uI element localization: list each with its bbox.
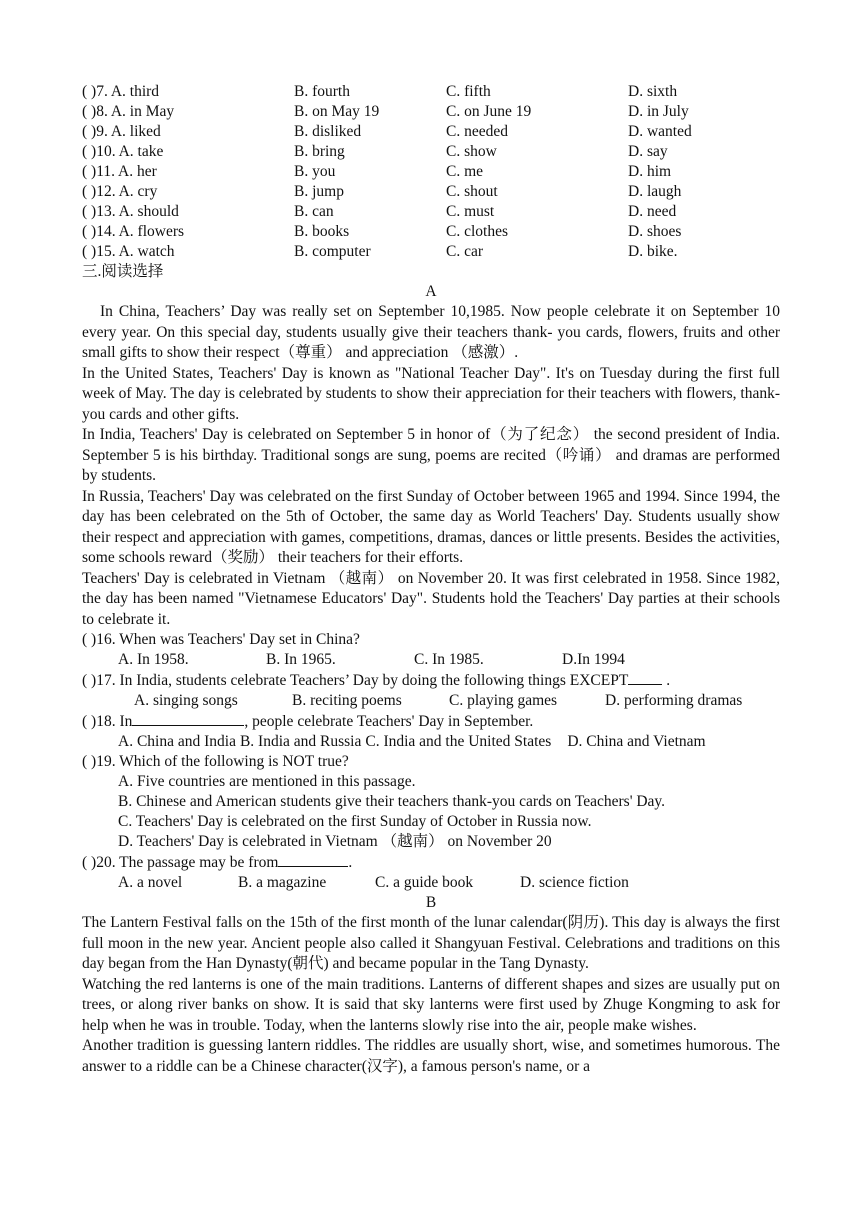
- cloze-row-15: [82, 242, 780, 262]
- question-19-stem: ( )19. Which of the following is NOT true?: [82, 753, 349, 770]
- question-17-options: [82, 691, 780, 711]
- cloze-option-a: ( )9. A. liked: [82, 123, 161, 140]
- question-18-options: [82, 732, 780, 752]
- cloze-option-c: C. needed: [446, 123, 508, 140]
- cloze-option-d: D. in July: [628, 103, 689, 120]
- cloze-option-c: C. me: [446, 163, 484, 180]
- passage-a-paragraph: In the United States, Teachers' Day is known as "National Teacher Day". It's on Tuesday during the first full week of May. The day is celebrated by students to show their appreciation for their teachers with flowers, thank-you cards and other gifts.: [82, 364, 780, 423]
- question-19-option-c: C. Teachers' Day is celebrated on the first Sunday of October in Russia now.: [118, 813, 592, 830]
- question-18-stem-end: , people celebrate Teachers' Day in September.: [244, 713, 534, 730]
- question-16-options: [82, 650, 780, 670]
- cloze-option-b: B. jump: [294, 183, 344, 200]
- option-a: A. a novel: [118, 874, 183, 891]
- option-b: B. India and Russia: [239, 733, 362, 750]
- question-20-options: [82, 873, 780, 893]
- option-c: C. a guide book: [375, 874, 474, 891]
- question-19-option-a: A. Five countries are mentioned in this passage.: [118, 773, 416, 790]
- answer-blank: [628, 670, 662, 685]
- cloze-option-d: D. say: [628, 143, 668, 160]
- option-b: B. reciting poems: [292, 692, 402, 709]
- cloze-option-b: B. you: [294, 163, 336, 180]
- option-d: D. science fiction: [520, 874, 629, 891]
- question-17-stem: [82, 670, 780, 691]
- option-c: C. In 1985.: [414, 651, 484, 668]
- cloze-option-a: ( )14. A. flowers: [82, 223, 185, 240]
- cloze-option-a: ( )8. A. in May: [82, 103, 175, 120]
- option-d: D. China and Vietnam: [567, 733, 706, 750]
- passage-b-paragraph: The Lantern Festival falls on the 15th of the first month of the lunar calendar(阴历). This day is always the first full moon in the new year. Ancient people also called it Shangyuan Festival. Celebrations and traditions on this day began from the Han Dynasty(朝代) and became popular in the Tang Dynasty.: [82, 914, 780, 972]
- cloze-option-d: D. need: [628, 203, 677, 220]
- cloze-option-d: D. laugh: [628, 183, 682, 200]
- option-b: B. a magazine: [238, 874, 327, 891]
- option-b: B. In 1965.: [266, 651, 336, 668]
- question-17-stem-end: .: [662, 672, 671, 689]
- cloze-row-7: [82, 82, 780, 102]
- exam-page: [82, 82, 780, 1077]
- cloze-option-d: D. sixth: [628, 83, 678, 100]
- question-20-stem-end: .: [348, 854, 353, 871]
- passage-a-paragraph: Teachers' Day is celebrated in Vietnam （越南） on November 20. It was first celebrated in 1958. Since 1982, the day has been named "Vietnamese Educators' Day". Students hold the Teachers' Day parties at their schools to celebrate it.: [82, 569, 780, 628]
- passage-a-paragraph: In India, Teachers' Day is celebrated on September 5 in honor of（为了纪念） the second president of India. September 5 is his birthday. Traditional songs are sung, poems are recited（吟诵） and dramas are performed by students.: [82, 426, 780, 484]
- passage-b-paragraph: Another tradition is guessing lantern riddles. The riddles are usually short, wise, and sometimes humorous. The answer to a riddle can be a Chinese character(汉字), a famous person's name, or a: [82, 1037, 780, 1075]
- cloze-option-c: C. must: [446, 203, 495, 220]
- cloze-row-14: [82, 222, 780, 242]
- cloze-option-a: ( )7. A. third: [82, 83, 160, 100]
- cloze-option-c: C. on June 19: [446, 103, 532, 120]
- cloze-row-9: [82, 122, 780, 142]
- cloze-option-d: D. shoes: [628, 223, 682, 240]
- cloze-option-b: B. fourth: [294, 83, 350, 100]
- option-c: C. playing games: [449, 692, 558, 709]
- cloze-option-a: ( )11. A. her: [82, 163, 157, 180]
- cloze-option-a: ( )15. A. watch: [82, 243, 175, 260]
- question-19-option-d: D. Teachers' Day is celebrated in Vietnam （越南） on November 20: [118, 833, 552, 850]
- section-heading: 三.阅读选择: [82, 263, 164, 280]
- cloze-option-c: C. show: [446, 143, 497, 160]
- cloze-row-12: [82, 182, 780, 202]
- cloze-option-a: ( )13. A. should: [82, 203, 179, 220]
- option-a: A. singing songs: [134, 692, 238, 709]
- answer-blank: [278, 852, 348, 867]
- question-16-stem: ( )16. When was Teachers' Day set in China?: [82, 631, 360, 648]
- passage-a-paragraph: In Russia, Teachers' Day was celebrated on the first Sunday of October between 1965 and 1994. Since 1994, the day has been celebrated on the 5th of October, the same day as World Teachers' Day. Students usually show their respect and appreciation with games, competitions, dramas, dances or little presents. Besides the activities, some schools reward（奖励） their teachers for their efforts.: [82, 487, 780, 566]
- cloze-row-8: [82, 102, 780, 122]
- cloze-option-d: D. him: [628, 163, 672, 180]
- passage-a-paragraph: In China, Teachers’ Day was really set on September 10,1985. Now people celebrate it on September 10 every year. On this special day, students usually give their teachers thank- you cards, flowers, fruits and other small gifts to show their respect（尊重） and appreciation （感激）.: [82, 303, 780, 361]
- option-d: D.In 1994: [562, 651, 625, 668]
- cloze-option-c: C. car: [446, 243, 484, 260]
- question-17-stem-text: ( )17. In India, students celebrate Teachers’ Day by doing the following things EXCEPT: [82, 672, 629, 689]
- cloze-option-c: C. fifth: [446, 83, 491, 100]
- passage-b-label: B: [425, 894, 437, 911]
- question-18-stem: [82, 711, 780, 732]
- cloze-option-b: B. disliked: [294, 123, 362, 140]
- cloze-option-b: B. computer: [294, 243, 371, 260]
- option-a: A. China and India: [118, 733, 236, 750]
- cloze-option-b: B. books: [294, 223, 350, 240]
- cloze-option-b: B. bring: [294, 143, 345, 160]
- passage-a-label: A: [425, 283, 437, 300]
- cloze-row-10: [82, 142, 780, 162]
- question-18-stem-text: ( )18. In: [82, 713, 133, 730]
- cloze-option-a: ( )12. A. cry: [82, 183, 158, 200]
- passage-b-paragraph: Watching the red lanterns is one of the main traditions. Lanterns of different shapes and sizes are usually put on trees, or along river banks on show. It is said that sky lanterns were first used by Zhuge Kongming to ask for help when he was in trouble. Today, when the lanterns slowly rise into the air, people make wishes.: [82, 975, 780, 1034]
- cloze-options: [82, 82, 780, 262]
- option-c: C. India and the United States: [365, 733, 552, 750]
- option-a: A. In 1958.: [118, 651, 189, 668]
- answer-blank: [132, 711, 244, 726]
- option-d: D. performing dramas: [605, 692, 743, 709]
- question-20-stem-text: ( )20. The passage may be from: [82, 854, 279, 871]
- cloze-row-13: [82, 202, 780, 222]
- cloze-option-b: B. can: [294, 203, 334, 220]
- cloze-option-d: D. wanted: [628, 123, 692, 140]
- cloze-option-c: C. clothes: [446, 223, 508, 240]
- question-19-option-b: B. Chinese and American students give their teachers thank-you cards on Teachers' Day.: [118, 793, 666, 810]
- cloze-row-11: [82, 162, 780, 182]
- cloze-option-d: D. bike.: [628, 243, 678, 260]
- question-20-stem: [82, 852, 780, 873]
- cloze-option-c: C. shout: [446, 183, 498, 200]
- cloze-option-a: ( )10. A. take: [82, 143, 164, 160]
- cloze-option-b: B. on May 19: [294, 103, 380, 120]
